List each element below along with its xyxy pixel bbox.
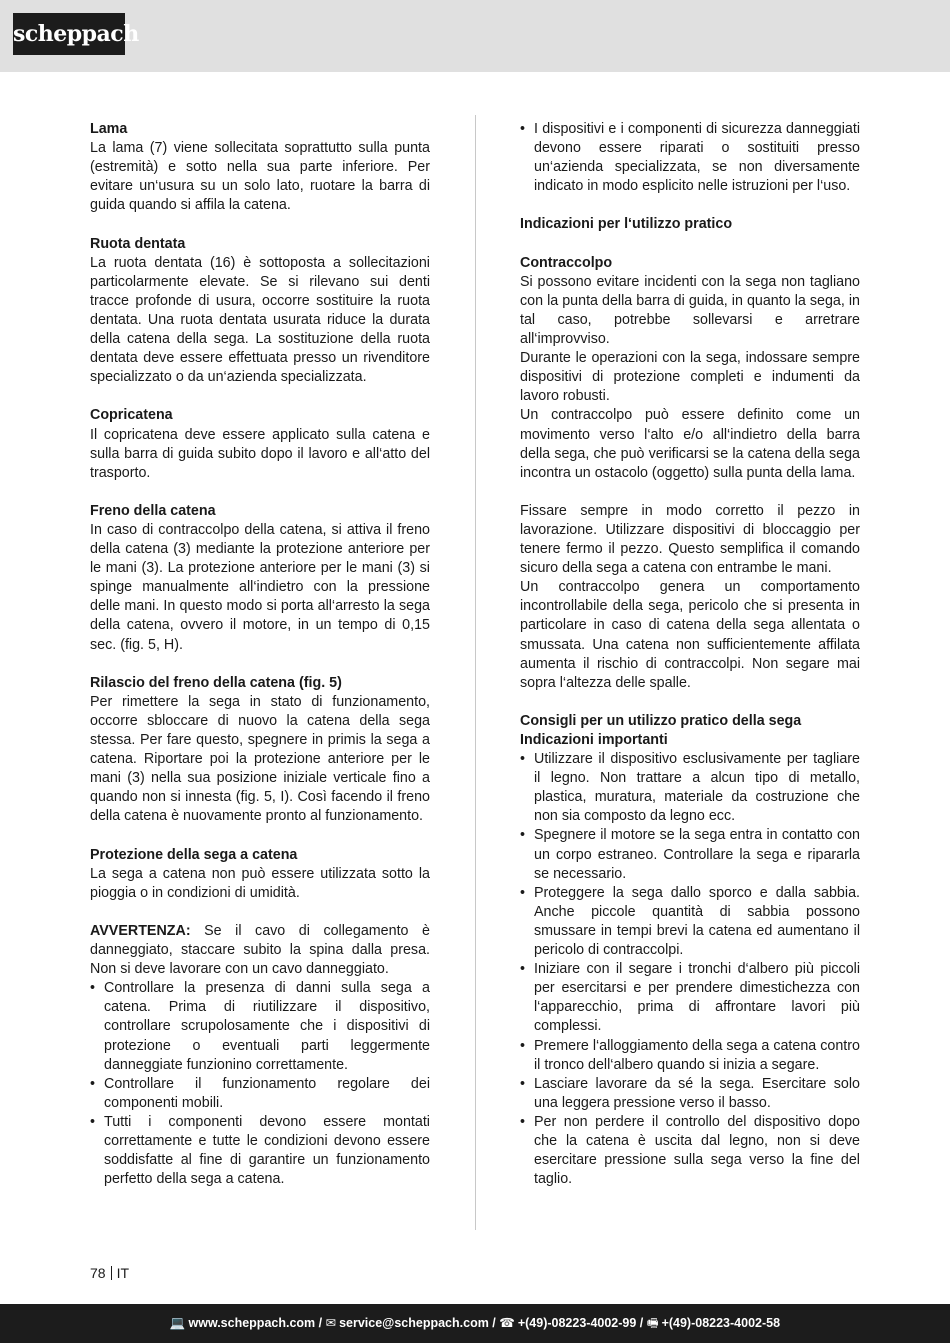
list-item: • Premere l‘alloggiamento della sega a catena contro il tronco dell‘albero quando si inizia a segare.	[520, 1037, 860, 1075]
footer-bar	[0, 1304, 950, 1343]
list-item: • Iniziare con il segare i tronchi d‘albero più piccoli per esercitarsi e per prendere dimestichezza con l‘apparecchio, prima di affrontare lavori più complessi.	[520, 960, 860, 1036]
section-text: La ruota dentata (16) è sottoposta a sollecitazioni particolarmente elevate. Se si rilevano sui denti tracce profonde di usura, occorre sostituire la ruota dentata. Una ruota dentata usurata riduce la durata della catena della sega. La sostituzione della ruota dentata deve essere effettuata presso un rivenditore specializzato o da un‘azienda specializzata.	[90, 254, 430, 386]
list-item: • Proteggere la sega dallo sporco e dalla sabbia. Anche piccole quantità di sabbia possono smussare in tempi brevi la catena ed aumentano il pericolo di contraccolpi.	[520, 884, 860, 960]
list-item: • Spegnere il motore se la sega entra in contatto con un corpo estraneo. Controllare la sega e ripararla se necessario.	[520, 826, 860, 883]
list-item: • Per non perdere il controllo del dispositivo dopo che la catena è uscita dal legno, non si deve esercitare pressione sulla sega verso la fine del taglio.	[520, 1113, 860, 1189]
section-heading: Protezione della sega a catena	[90, 846, 298, 863]
page-number-separator	[111, 1266, 112, 1280]
section-text: Per rimettere la sega in stato di funzionamento, occorre sbloccare di nuovo la catena della sega stessa. Per fare questo, spegnere in primis la sega a catena. Riportare poi la protezione anteriore per le mani (3) nella sua posizione iniziale verticale fino a quando non si innesta (fig. 5, I). Così facendo il freno della catena è nuovamente pronto al funzionamento.	[90, 693, 430, 825]
section-ruota-dentata	[90, 235, 430, 388]
section-safety-devices	[520, 120, 860, 196]
footer-fax: +(49)-08223-4002-58	[661, 1316, 781, 1330]
header-bar	[0, 0, 950, 72]
warning-paragraph	[90, 922, 430, 979]
section-text: La lama (7) viene sollecitata soprattutto sulla punta (estremità) e sotto nella sua parte inferiore. Per evitare un‘usura su un solo lato, ruotare la barra di guida quando si affila la catena.	[90, 140, 430, 214]
section-heading: Consigli per un utilizzo pratico della sega	[520, 712, 802, 729]
section-text: In caso di contraccolpo della catena, si attiva il freno della catena (3) mediante la protezione anteriore per le mani (3). La protezione anteriore per le mani (3) si spinge manualmente all‘indietro con la pressione delle mani. In questo modo si porta all‘arresto la sega della catena, ovvero il motore, in un tempo di 0,15 sec. (fig. 5, H).	[90, 521, 430, 653]
warning-text: Se il cavo di collegamento è danneggiato, staccare subito la spina dalla presa. Non si deve lavorare con un cavo danneggiato.	[90, 922, 430, 978]
section-text: Fissare sempre in modo corretto il pezzo in lavorazione. Utilizzare dispositivi di bloccaggio per tenere fermo il pezzo. Questo semplifica il comando sicuro della sega a catena con entrambe le mani.	[520, 502, 860, 577]
section-text: Un contraccolpo può essere definito come un movimento verso l‘alto e/o all‘indietro della barra della sega, che può verificarsi se la catena della sega incontra un ostacolo (oggetto) sulla punta della lama.	[520, 407, 860, 481]
page-number	[90, 1265, 129, 1281]
section-text: Il copricatena deve essere applicato sulla catena e sulla barra di guida subito dopo il lavoro e all‘atto del trasporto.	[90, 426, 430, 481]
section-text: La sega a catena non può essere utilizzata sotto la pioggia o in condizioni di umidità.	[90, 865, 430, 901]
section-heading: Freno della catena	[90, 502, 216, 519]
section-heading: Rilascio del freno della catena (fig. 5)	[90, 674, 342, 691]
section-contraccolpo	[520, 254, 860, 483]
footer-separator: /	[488, 1316, 500, 1330]
section-heading: Lama	[90, 121, 128, 137]
footer-website-link[interactable]: www.scheppach.com	[188, 1316, 316, 1330]
fax-icon: 🖷	[646, 1316, 659, 1330]
footer-separator: /	[315, 1316, 326, 1330]
section-lama	[90, 120, 430, 215]
section-text: Si possono evitare incidenti con la sega non tagliano con la punta della barra di guida, in quanto la sega, in tal caso, potrebbe sollevarsi e arretrare all‘improvviso.	[520, 273, 860, 348]
section-freno-catena	[90, 502, 430, 655]
right-column	[520, 120, 860, 1189]
page-number-value: 78	[90, 1265, 106, 1281]
list-item: • Controllare la presenza di danni sulla sega a catena. Prima di riutilizzare il dispositivo, controllare scrupolosamente che i dispositivi di protezione o eventuali parti leggermente danneggiate funzionino correttamente.	[90, 979, 430, 1074]
section-heading: Ruota dentata	[90, 235, 186, 252]
section-text: Un contraccolpo genera un comportamento incontrollabile della sega, pericolo che si presenta in particolare in caso di catena della sega allentata o smussata. Una catena non sufficientemente affilata aumenta il rischio di contraccolpi. Non segare mai sopra l‘altezza delle spalle.	[520, 579, 860, 691]
section-protezione	[90, 846, 430, 903]
phone-icon: ☎	[499, 1316, 515, 1330]
section-subheading: Indicazioni importanti	[520, 732, 668, 748]
bullet-list	[520, 120, 860, 196]
left-column	[90, 120, 430, 1189]
column-divider	[475, 115, 476, 1230]
section-rilascio-freno	[90, 674, 430, 827]
list-item: • Lasciare lavorare da sé la sega. Esercitare solo una leggera pressione verso il basso.	[520, 1075, 860, 1113]
section-copricatena	[90, 406, 430, 482]
section-heading: Contraccolpo	[520, 254, 613, 271]
scheppach-logo: scheppach	[13, 13, 125, 55]
language-code: IT	[116, 1265, 130, 1281]
computer-icon: 💻	[169, 1316, 186, 1330]
warning-label: AVVERTENZA:	[90, 922, 191, 939]
list-item: • Utilizzare il dispositivo esclusivamente per tagliare il legno. Non trattare a alcun tipo di metallo, plastica, muratura, materiale da costruzione che non sia composto da legno ecc.	[520, 750, 860, 826]
list-item: • Controllare il funzionamento regolare dei componenti mobili.	[90, 1075, 430, 1113]
section-text: Durante le operazioni con la sega, indossare sempre dispositivi di protezione completi e indumenti da lavoro robusti.	[520, 350, 860, 405]
footer-email-link[interactable]: service@scheppach.com	[339, 1316, 489, 1330]
section-consigli	[520, 712, 860, 1189]
footer-separator: /	[636, 1316, 647, 1330]
section-fissare	[520, 502, 860, 693]
footer-phone: +(49)-08223-4002-99	[517, 1316, 637, 1330]
section-avvertenza	[90, 922, 430, 1189]
bullet-list	[520, 750, 860, 1189]
list-item: • Tutti i componenti devono essere montati correttamente e tutte le condizioni devono essere soddisfatte al fine di garantire un funzionamento perfetto della sega a catena.	[90, 1113, 430, 1189]
section-heading: Copricatena	[90, 407, 173, 424]
section-heading: Indicazioni per l‘utilizzo pratico	[520, 216, 733, 233]
list-item: • I dispositivi e i componenti di sicurezza danneggiati devono essere riparati o sostituiti presso un‘azienda specializzata, se non diversamente indicato in modo esplicito nelle istruzioni per l‘uso.	[520, 120, 860, 196]
section-indicazioni	[520, 215, 860, 234]
mail-icon: ✉	[325, 1316, 337, 1330]
warning-bullet-list	[90, 979, 430, 1189]
